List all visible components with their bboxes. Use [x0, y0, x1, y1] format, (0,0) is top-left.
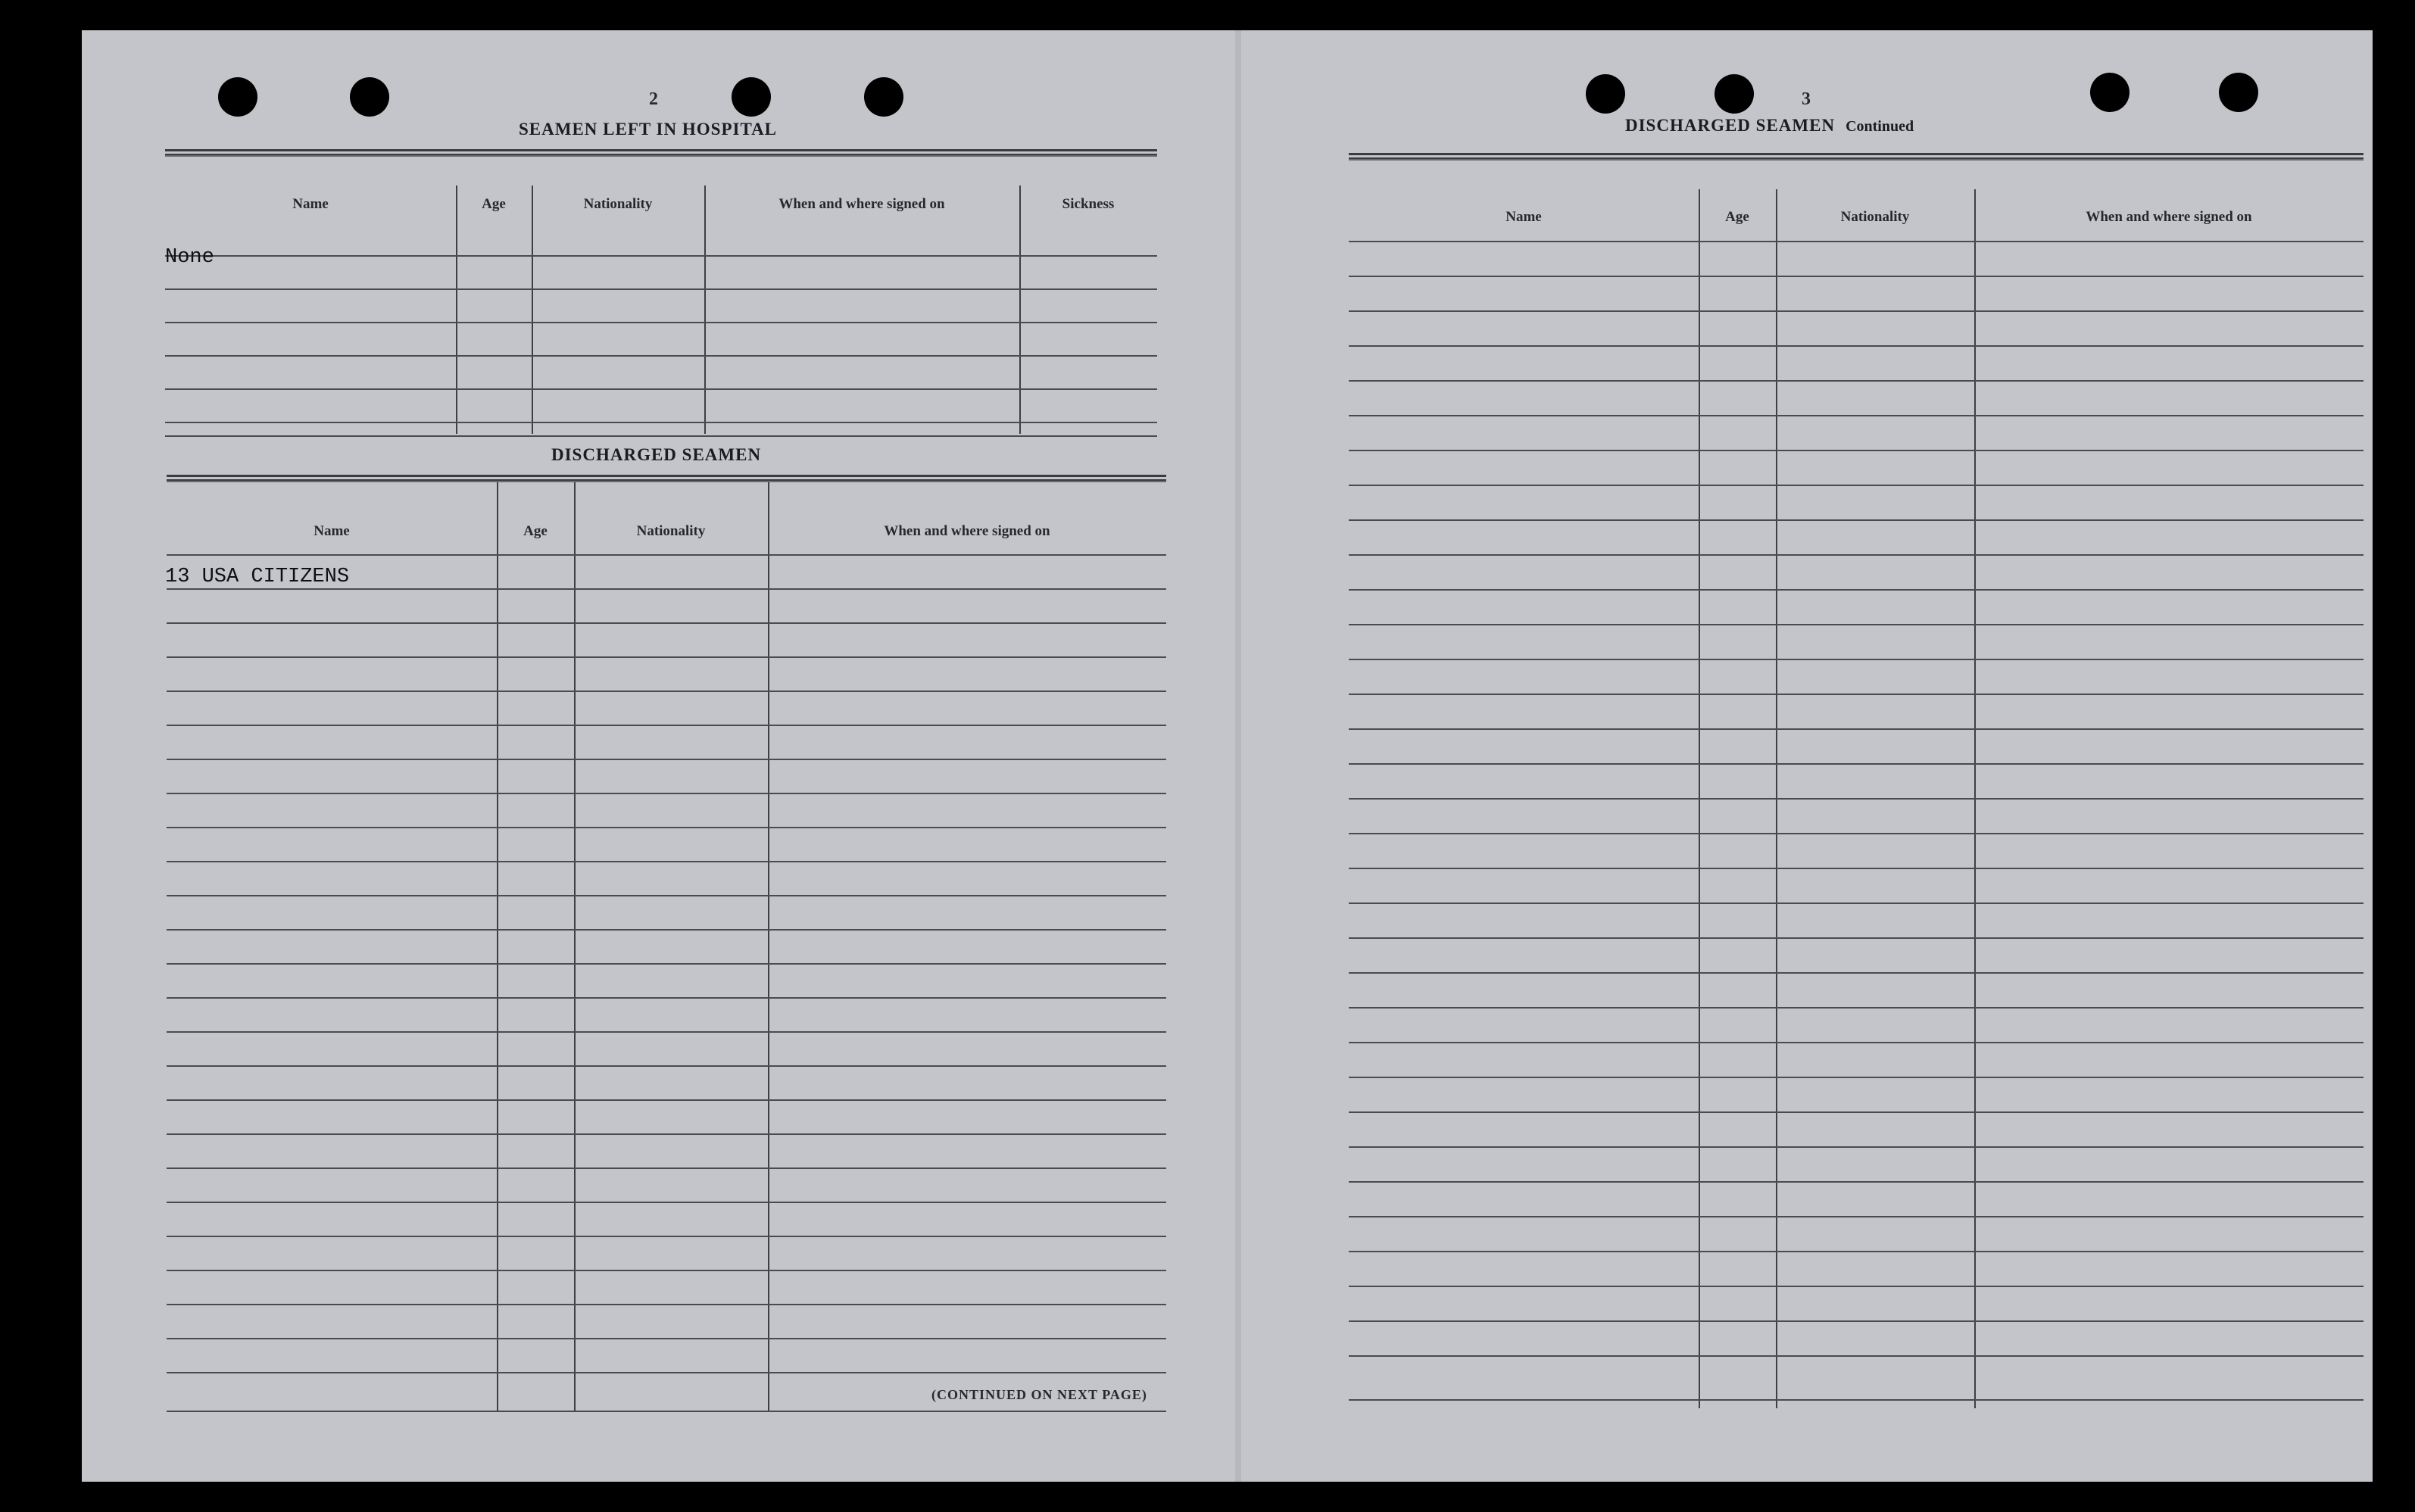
column-header-name: Name: [1505, 209, 1542, 225]
discharged-continued-table: [1349, 153, 2364, 1410]
column-header-age: Age: [523, 523, 548, 539]
punch-hole: [218, 77, 257, 117]
hospital-section-title: SEAMEN LEFT IN HOSPITAL: [519, 120, 778, 139]
column-header-nationality: Nationality: [636, 523, 706, 539]
punch-hole: [864, 77, 903, 117]
punch-hole: [1586, 74, 1625, 114]
page-fold: [1235, 30, 1241, 1482]
page-number: 3: [1802, 89, 1811, 109]
table-top-rule: [167, 475, 1166, 481]
table-top-rule: [1349, 153, 2364, 159]
table-bottom-rule: [167, 1411, 1166, 1412]
hospital-table: [165, 149, 1157, 437]
left-page: [82, 30, 1235, 1482]
column-header-signed-on: When and where signed on: [2086, 209, 2252, 225]
punch-hole: [1715, 74, 1754, 114]
column-header-nationality: Nationality: [1840, 209, 1910, 225]
punch-hole: [2219, 73, 2258, 112]
column-header-signed-on: When and where signed on: [884, 523, 1050, 539]
table-row: [165, 288, 1157, 290]
page-number: 2: [649, 89, 658, 109]
column-header-signed-on: When and where signed on: [778, 196, 945, 212]
column-header-age: Age: [1725, 209, 1749, 225]
continued-label: Continued: [1846, 118, 1914, 135]
table-row: [165, 422, 1157, 423]
column-header-name: Name: [314, 523, 350, 539]
punch-hole: [732, 77, 771, 117]
table-row: [165, 322, 1157, 323]
table-bottom-rule: [1349, 1399, 2364, 1401]
discharged-continued-title: [1625, 116, 1914, 136]
column-header-age: Age: [482, 196, 506, 212]
table-top-rule: [165, 149, 1157, 155]
hospital-name-cell: None: [165, 246, 214, 269]
form-sheet: [82, 30, 2373, 1482]
table-row: [165, 355, 1157, 357]
table-bottom-rule: [165, 435, 1157, 437]
column-header-name: Name: [292, 196, 329, 212]
discharged-section-title: DISCHARGED SEAMEN: [551, 445, 762, 464]
table-row: [165, 255, 1157, 257]
punch-hole: [2090, 73, 2130, 112]
section-title: DISCHARGED SEAMEN: [1625, 116, 1836, 135]
discharged-table: [167, 475, 1166, 1414]
discharged-name-cell: 13 USA CITIZENS: [165, 566, 350, 588]
column-header-sickness: Sickness: [1062, 196, 1115, 212]
continued-footer: (CONTINUED ON NEXT PAGE): [931, 1387, 1147, 1402]
column-header-nationality: Nationality: [583, 196, 653, 212]
table-row: [165, 388, 1157, 390]
punch-hole: [350, 77, 389, 117]
right-page: [1241, 30, 2373, 1482]
